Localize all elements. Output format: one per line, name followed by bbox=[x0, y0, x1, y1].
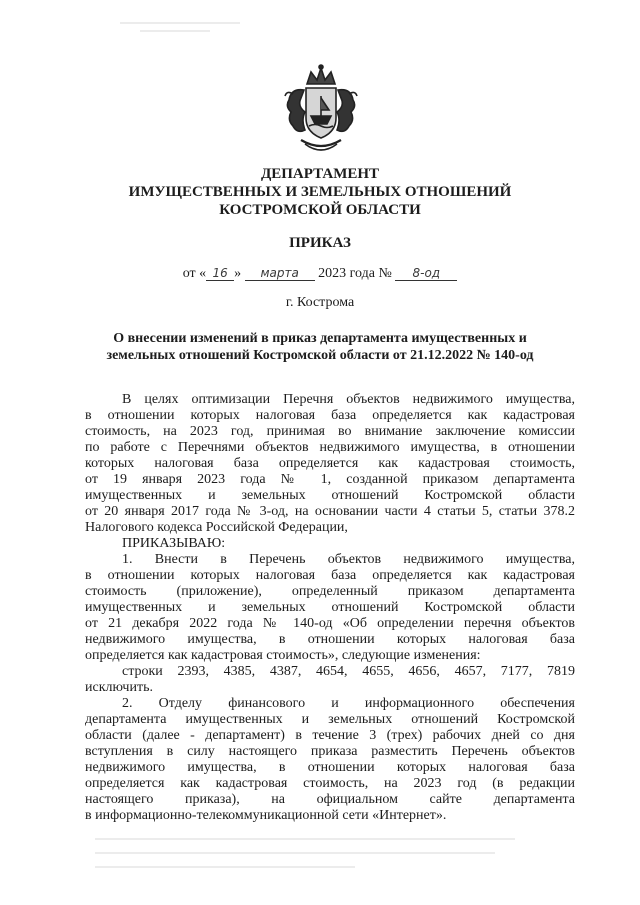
body-line: в информационно-телекоммуникационной сети «Интернет». bbox=[85, 808, 447, 823]
body-line: в отношении которых налоговая база определяется как кадастровая bbox=[85, 408, 575, 423]
department-heading-line: КОСТРОМСКОЙ ОБЛАСТИ bbox=[219, 202, 421, 218]
scan-artifact bbox=[95, 866, 355, 868]
date-quote-close: » bbox=[234, 266, 242, 281]
scan-artifact bbox=[95, 838, 515, 840]
body-line: стоимость (приложение), определенный приказом департамента bbox=[85, 584, 575, 599]
handwritten-order-number: 8-од bbox=[395, 266, 457, 281]
body-line: 1. Внести в Перечень объектов недвижимого имущества, bbox=[122, 552, 575, 567]
body-line: определяется как кадастровая стоимость», следующие изменения: bbox=[85, 648, 481, 663]
body-line: от 20 января 2017 года № 3-од, на основании части 4 статьи 5, статьи 378.2 bbox=[85, 504, 575, 519]
body-line: имущественных и земельных отношений Костромской области bbox=[85, 488, 575, 503]
body-line: области (далее - департамент) в течение 3 (трех) рабочих дней со дня bbox=[85, 728, 575, 743]
handwritten-month: марта bbox=[245, 266, 315, 281]
scan-artifact bbox=[95, 852, 495, 854]
scan-artifact bbox=[140, 30, 210, 32]
department-heading-line: ДЕПАРТАМЕНТ bbox=[260, 166, 380, 182]
body-line: департамента имущественных и земельных отношений Костромской bbox=[85, 712, 575, 727]
body-line: имущественных и земельных отношений Костромской области bbox=[85, 600, 575, 615]
body-line: по работе с Перечнями объектов недвижимого имущества, в отношении bbox=[85, 440, 575, 455]
body-line: от 19 января 2023 года № 1, созданной приказом департамента bbox=[85, 472, 575, 487]
date-number-line bbox=[0, 266, 640, 282]
body-line: Налогового кодекса Российской Федерации, bbox=[85, 520, 348, 535]
body-line: недвижимого имущества, в отношении которых налоговая база bbox=[85, 632, 575, 647]
body-line: вступления в силу настоящего приказа разместить Перечень объектов bbox=[85, 744, 575, 759]
handwritten-day: 16 bbox=[206, 266, 234, 281]
document-type-title: ПРИКАЗ bbox=[289, 235, 351, 251]
body-line: строки 2393, 4385, 4387, 4654, 4655, 4656, 4657, 7177, 7819 bbox=[122, 664, 575, 679]
body-line: настоящего приказа), на официальном сайте департамента bbox=[85, 792, 575, 807]
subject-line: земельных отношений Костромской области от 21.12.2022 № 140-од bbox=[106, 348, 534, 363]
body-line: которых налоговая база определяется как кадастровая стоимость, bbox=[85, 456, 575, 471]
body-line: 2. Отделу финансового и информационного обеспечения bbox=[122, 696, 575, 711]
coat-of-arms-emblem bbox=[271, 60, 371, 160]
body-line: от 21 декабря 2022 года № 140-од «Об определении перечня объектов bbox=[85, 616, 575, 631]
body-line: недвижимого имущества, в отношении которых налоговая база bbox=[85, 760, 575, 775]
order-keyword: ПРИКАЗЫВАЮ: bbox=[122, 536, 226, 551]
city-line: г. Кострома bbox=[285, 295, 355, 310]
department-heading-line: ИМУЩЕСТВЕННЫХ И ЗЕМЕЛЬНЫХ ОТНОШЕНИЙ bbox=[128, 184, 512, 200]
body-line: стоимость, на 2023 год, принимая во внимание заключение комиссии bbox=[85, 424, 575, 439]
body-line: в отношении которых налоговая база определяется как кадастровая bbox=[85, 568, 575, 583]
body-line: исключить. bbox=[85, 680, 153, 695]
body-line: определяется как кадастровая стоимость, на 2023 год (в редакции bbox=[85, 776, 575, 791]
subject-line: О внесении изменений в приказ департамента имущественных и bbox=[113, 331, 527, 346]
scan-artifact bbox=[120, 22, 240, 24]
body-line: В целях оптимизации Перечня объектов недвижимого имущества, bbox=[122, 392, 575, 407]
date-prefix: от « bbox=[182, 266, 207, 281]
date-year-text: 2023 года № bbox=[318, 266, 392, 281]
